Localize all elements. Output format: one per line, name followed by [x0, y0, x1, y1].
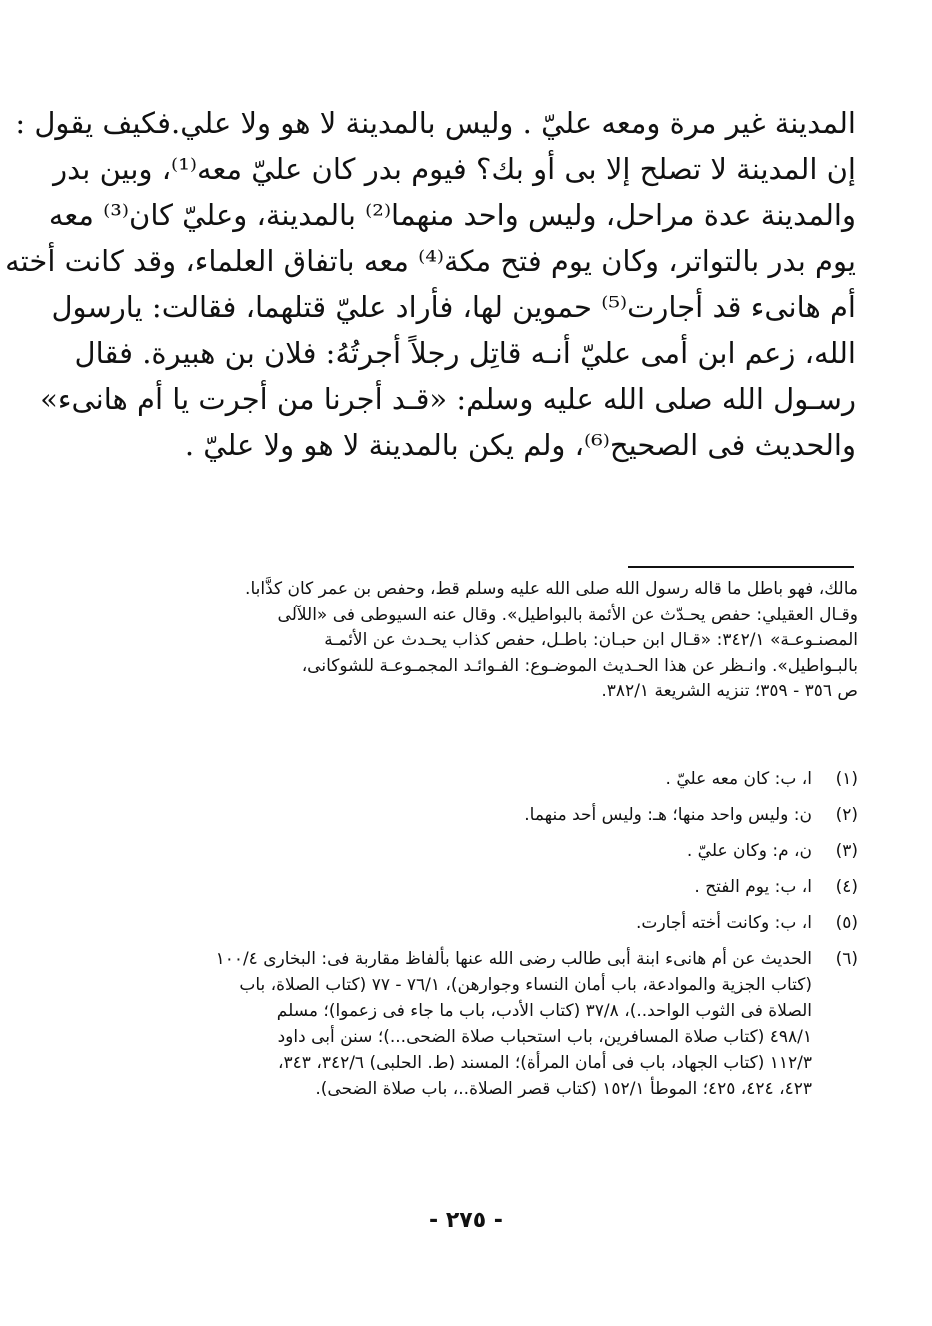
footnote-continuation	[160, 577, 858, 705]
main-text	[5, 100, 856, 468]
footnote-line: المصنـوعـة» ٣٤٢/١: «قـال ابن حبـان: باطـل، حفص كذاب يحـدث عن الأئمـة	[324, 630, 858, 650]
footnote-line: ص ٣٥٦ - ٣٥٩؛ تنزيه الشريعة ٣٨٢/١.	[601, 681, 858, 701]
main-text-line: إن المدينة لا تصلح إلا بى أو بك؟ فيوم بدر كان عليّ معه⁽¹⁾، وبين بدر	[53, 152, 856, 186]
footnote-4	[160, 874, 858, 900]
footnote-line: وقـال العقيلي: حفص يحـدّث عن الأئمة بالبواطيل». وقال عنه السيوطى فى «اللآلى	[277, 604, 858, 625]
main-text-line: أم هانىء قد أجارت⁽⁵⁾ حموين لها، فأراد عليّ قتلهما، فقالت: يارسول	[51, 290, 856, 324]
main-text-line: رسـول الله صلى الله عليه وسلم: «قـد أجرنا من أجرت يا أم هانىء»	[40, 382, 856, 416]
footnote-line: ا، ب: وكانت أخته أجارت.	[636, 913, 812, 933]
footnote-number: (٢)	[835, 805, 858, 825]
page-number: - ٢٧٥ -	[429, 1208, 503, 1233]
footnote-line: ن، م: وكان عليّ .	[686, 841, 812, 861]
footnotes-list	[160, 766, 858, 1112]
footnote-separator	[628, 566, 854, 568]
main-text-line: والحديث فى الصحيح⁽⁶⁾، ولم يكن بالمدينة لا هو ولا عليّ .	[184, 428, 856, 462]
footnote-body	[160, 766, 812, 792]
footnote-line: ٤٩٨/١ (كتاب صلاة المسافرين، باب استحباب صلاة الضحى...)؛ سنن أبى داود	[277, 1027, 812, 1047]
main-text-line: الله، زعم ابن أمى عليّ أنـه قاتِل رجلاً أجرتُهُ: فلان بن هبيرة. فقال	[74, 336, 856, 370]
footnote-line: ٤٢٣، ٤٢٤، ٤٢٥؛ الموطأ ١٥٢/١ (كتاب قصر الصلاة..، باب صلاة الضحى).	[315, 1079, 812, 1099]
footnote-1	[160, 766, 858, 792]
footnote-body	[160, 838, 812, 864]
footnote-2	[160, 802, 858, 828]
footnote-body	[160, 802, 812, 828]
footnote-line: ا، ب: كان معه عليّ .	[665, 769, 812, 789]
main-text-line: المدينة غير مرة ومعه عليّ . وليس بالمدينة لا هو ولا علي.فكيف يقول :	[15, 106, 856, 140]
footnote-line: الحديث عن أم هانىء ابنة أبى طالب رضى الله عنها بألفاظ مقاربة فى: البخارى ١٠٠/٤	[215, 949, 812, 969]
footnote-body	[160, 874, 812, 900]
footnote-6	[160, 946, 858, 1102]
footnote-5	[160, 910, 858, 936]
footnote-line: مالك، فهو باطل ما قاله رسول الله صلى الله عليه وسلم قط، وحفص بن عمر كان كذَّابا.	[245, 579, 858, 599]
footnote-line: بالبـواطيل». وانـظر عن هذا الحـديث الموضـوع: الفـوائـد المجمـوعـة للشوكانى،	[301, 655, 858, 676]
footnote-line: الصلاة فى الثوب الواحد..)، ٣٧/٨ (كتاب الأدب، باب ما جاء فى زعموا)؛ مسلم	[276, 1001, 812, 1021]
footnote-line: (كتاب الجزية والموادعة، باب أمان النساء وجوارهن)، ٧٦/١ - ٧٧ (كتاب الصلاة، باب	[239, 975, 812, 995]
footnote-number: (٦)	[835, 949, 858, 969]
main-text-line: والمدينة عدة مراحل، وليس واحد منهما⁽²⁾ بالمدينة، وعليّ كان⁽³⁾ معه	[48, 198, 856, 232]
footnote-3	[160, 838, 858, 864]
footnote-line: ١١٢/٣ (كتاب الجهاد، باب فى أمان المرأة)؛ المسند (ط. الحلبى) ٣٤٢/٦، ٣٤٣،	[278, 1053, 812, 1073]
footnote-number: (٤)	[835, 877, 858, 897]
footnote-number: (٣)	[835, 841, 858, 861]
footnote-line: ا، ب: يوم الفتح .	[694, 877, 812, 897]
footnote-body	[160, 946, 812, 1102]
footnote-line: ن: وليس واحد منها؛ هـ: وليس أحد منهما.	[524, 805, 812, 825]
main-text-line: يوم بدر بالتواتر، وكان يوم فتح مكة⁽⁴⁾ معه باتفاق العلماء، وقد كانت أخته	[5, 244, 856, 278]
footnote-number: (٥)	[835, 913, 858, 933]
footnote-number: (١)	[835, 769, 858, 789]
footnote-body	[160, 910, 812, 936]
